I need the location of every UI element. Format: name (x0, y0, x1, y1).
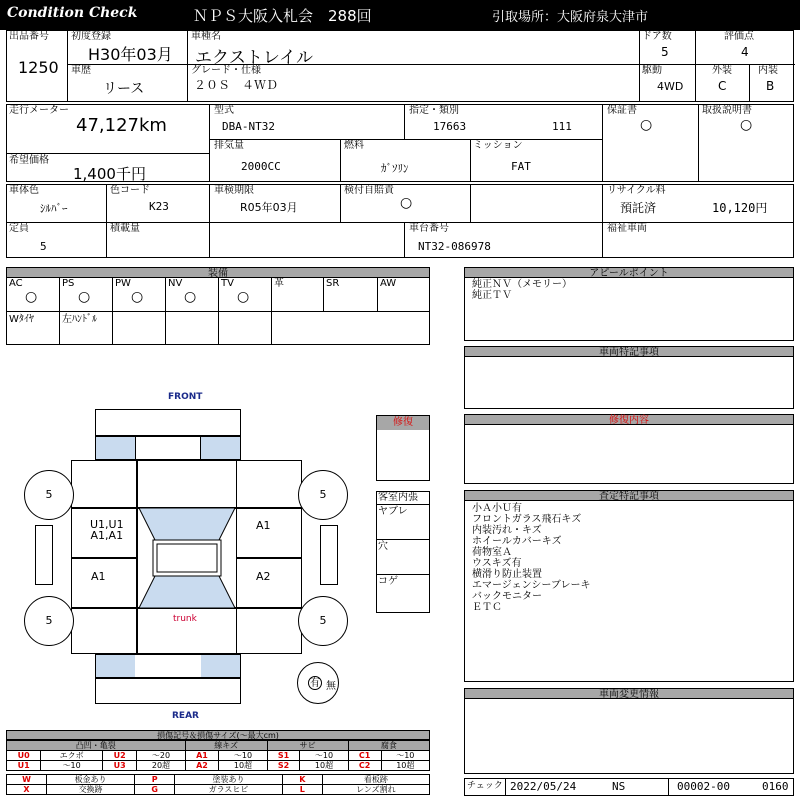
equip-wtire-label: Wﾀｲﾔ (9, 314, 34, 325)
legend-code: P (135, 775, 175, 785)
color-value: ｼﾙﾊﾞｰ (40, 202, 68, 215)
footer-num: 0160 (762, 780, 789, 793)
drive-label: 駆動 (642, 65, 662, 76)
check-date: 2022/05/24 (510, 780, 577, 793)
mark-right-rear-door: A2 (256, 570, 271, 583)
fuel-value: ｶﾞｿﾘﾝ (381, 162, 409, 175)
score-value: 4 (741, 45, 749, 59)
spec-value-1: 17663 (433, 120, 467, 133)
legend-desc: 〜10 (300, 751, 348, 761)
recycle-fee: 10,120円 (712, 201, 768, 215)
right-rear-door (236, 558, 302, 608)
change-info-box (464, 698, 794, 774)
first-reg-label: 初度登録 (71, 31, 111, 42)
equip-aw-label: AW (380, 278, 397, 289)
legend-row-1 (7, 751, 430, 761)
rear-label: REAR (172, 711, 199, 721)
price-value: 1,400千円 (73, 165, 146, 183)
legend-bottom-table (6, 774, 430, 795)
exterior-label: 外装 (712, 65, 732, 76)
fuel-label: 燃料 (344, 140, 364, 151)
legend-code: X (7, 785, 47, 795)
legend-code: A2 (185, 761, 219, 771)
grade-label: グレード・仕様 (191, 65, 261, 76)
right-front-door (236, 508, 302, 558)
recycle-status: 預託済 (620, 201, 657, 215)
model-value: DBA-NT32 (222, 120, 275, 133)
inspection-note-7: 横滑り防止装置 (472, 569, 542, 580)
doors-label: ドア数 (642, 31, 672, 42)
interior-label: 内装 (758, 65, 778, 76)
legend-table (6, 740, 430, 771)
special-notes-title: 車両特記事項 (464, 346, 794, 357)
inspection-note-8: エマージェンシーブレーキ (472, 580, 591, 591)
legend-desc: エクボ (41, 751, 103, 761)
inspection-note-3: 内装汚れ・キズ (472, 525, 542, 536)
interior-value: B (766, 79, 775, 93)
warranty-label: 保証書 (607, 105, 637, 116)
cabin-burn: コゲ (378, 576, 398, 587)
equip-pw-mark: ○ (131, 289, 144, 305)
check-label: チェック (467, 781, 503, 791)
equip-ps-label: PS (62, 278, 75, 289)
equip-ps-mark: ○ (78, 289, 91, 305)
right-front-fender (236, 460, 302, 508)
first-reg-value: H30年03月 (88, 45, 173, 64)
capacity-label: 定員 (9, 223, 29, 234)
lot-number: 1250 (18, 58, 59, 77)
legend-code: C2 (348, 761, 381, 771)
equip-leather-label: 革 (274, 278, 284, 289)
legend-desc: 10超 (381, 761, 429, 771)
tire-front-left: 5 (24, 470, 74, 520)
left-rear-door (71, 558, 137, 608)
equip-lhd-label: 左ﾊﾝﾄﾞﾙ (62, 314, 97, 325)
legend-code: U1 (7, 761, 41, 771)
warranty-mark: ○ (640, 117, 653, 133)
mark-right-front-door: A1 (256, 519, 271, 532)
equip-tv-mark: ○ (237, 289, 250, 305)
legend-bottom-row-1 (7, 775, 430, 785)
legend-code: A1 (185, 751, 219, 761)
inspection-note-1: 小Ａ小Ｕ有 (472, 503, 522, 514)
mission-label: ミッション (473, 140, 523, 151)
equip-ac-label: AC (9, 278, 23, 289)
legend-row-2 (7, 761, 430, 771)
mileage-label: 走行メーター (9, 105, 69, 116)
legend-code: S2 (267, 761, 300, 771)
front-bumper (95, 409, 241, 436)
spare-yes: 有 (310, 678, 320, 689)
legend-desc: 〜10 (219, 751, 267, 761)
tire-front-right: 5 (298, 470, 348, 520)
equip-tv-label: TV (221, 278, 234, 289)
mileage-value: 47,127km (76, 115, 167, 136)
check-ns: NS (612, 780, 626, 793)
equip-nv-label: NV (168, 278, 183, 289)
spec-value-2: 111 (552, 120, 572, 133)
displacement-value: 2000CC (241, 160, 281, 173)
welfare-label: 福祉車両 (607, 223, 647, 234)
equipment-title: 装備 (6, 267, 430, 278)
legend-desc: 〜20 (137, 751, 185, 761)
legend-desc: 20超 (137, 761, 185, 771)
trunk-label: trunk (173, 614, 197, 624)
mark-left-front-door: U1,U1 A1,A1 (90, 518, 124, 542)
inspection-note-10: ＥＴＣ (472, 602, 502, 613)
legend-title: 損傷記号＆損傷サイズ(〜最大cm) (6, 730, 430, 740)
cabin-hole: 穴 (378, 541, 388, 552)
rear-bumper (95, 678, 241, 704)
legend-desc: 〜10 (381, 751, 429, 761)
appeal-title: アピールポイント (464, 267, 794, 278)
load-label: 積載量 (110, 223, 140, 234)
rear-glass (139, 576, 235, 608)
legend-code: C1 (348, 751, 381, 761)
inspection-note-4: ホイールカバーキズ (472, 536, 562, 547)
left-front-fender (71, 460, 137, 508)
chassis-value: NT32-086978 (418, 240, 491, 253)
manual-mark: ○ (740, 117, 753, 133)
legend-header-corrosion: 腐食 (348, 741, 429, 751)
legend-bottom-row-2 (7, 785, 430, 795)
equip-sr-label: SR (326, 278, 340, 289)
insurance-label: 検付自賠責 (344, 185, 394, 196)
front-frame (95, 436, 241, 460)
cabin-tear: ヤブレ (378, 506, 408, 517)
mark-left-rear-door: A1 (91, 570, 106, 583)
legend-code: L (282, 785, 322, 795)
legend-desc: ガラスヒビ (175, 785, 283, 795)
inspection-value: R05年03月 (240, 201, 298, 214)
legend-desc: 〜10 (41, 761, 103, 771)
legend-header-dent: 凸凹・亀裂 (7, 741, 186, 751)
brand-title: Condition Check (7, 5, 138, 21)
score-label: 評価点 (724, 31, 754, 42)
footer-code: 00002-00 (677, 780, 730, 793)
doors-value: 5 (661, 45, 669, 59)
legend-desc: レンズ割れ (322, 785, 429, 795)
legend-header-row (7, 741, 430, 751)
capacity-value: 5 (40, 240, 47, 253)
legend-code: K (282, 775, 322, 785)
equip-nv-mark: ○ (184, 289, 197, 305)
legend-code: S1 (267, 751, 300, 761)
car-name: エクストレイル (195, 48, 313, 68)
hood-center (137, 460, 237, 508)
legend-header-scratch: 線キズ (185, 741, 267, 751)
equip-pw-label: PW (115, 278, 131, 289)
legend-code: U2 (102, 751, 136, 761)
inspection-note-6: ウスキズ有 (472, 558, 522, 569)
change-info-title: 車両変更情報 (464, 688, 794, 699)
color-label: 車体色 (9, 185, 39, 196)
insurance-mark: ○ (400, 195, 413, 211)
inspection-note-2: フロントガラス飛石キズ (472, 514, 582, 525)
legend-desc: 交換跡 (47, 785, 135, 795)
appeal-line-2: 純正ＴＶ (472, 290, 512, 301)
chassis-label: 車台番号 (409, 223, 449, 234)
left-rear-fender (71, 608, 137, 654)
legend-desc: 10超 (300, 761, 348, 771)
equip-ac-mark: ○ (25, 289, 38, 305)
legend-code: U0 (7, 751, 41, 761)
recycle-label: リサイクル料 (607, 185, 666, 196)
rear-frame (95, 654, 241, 678)
appeal-line-1: 純正ＮＶ（メモリー） (472, 279, 572, 290)
displacement-label: 排気量 (214, 140, 244, 151)
right-rear-fender (236, 608, 302, 654)
inspection-note-5: 荷物室Ａ (472, 547, 512, 558)
repair-notes-title: 修復内容 (464, 414, 794, 425)
spare-none: 無 (326, 681, 336, 692)
legend-desc: 看板跡 (322, 775, 429, 785)
color-code-value: K23 (149, 200, 169, 213)
windshield (139, 508, 235, 540)
mission-value: FAT (511, 160, 531, 173)
inspection-note-9: バックモニター (472, 591, 542, 602)
sunroof-outline (153, 540, 221, 576)
tire-rear-left: 5 (24, 596, 74, 646)
model-label: 型式 (214, 105, 234, 116)
car-name-label: 車種名 (191, 31, 221, 42)
color-code-label: 色コード (110, 185, 150, 196)
glass-panels (137, 508, 237, 608)
history-label: 車歴 (71, 65, 91, 76)
drive-value: 4WD (657, 80, 684, 93)
front-label: FRONT (168, 392, 203, 402)
inspection-notes-title: 査定特記事項 (464, 490, 794, 501)
tire-rear-right: 5 (298, 596, 348, 646)
legend-code: G (135, 785, 175, 795)
spec-label: 指定・類別 (409, 105, 459, 116)
legend-code: W (7, 775, 47, 785)
lot-label: 出品番号 (9, 31, 49, 42)
header-bar (0, 0, 800, 30)
legend-desc: 塗装あり (175, 775, 283, 785)
inspection-label: 車検期限 (214, 185, 254, 196)
manual-label: 取扱説明書 (702, 105, 752, 116)
legend-desc: 板金あり (47, 775, 135, 785)
legend-desc: 10超 (219, 761, 267, 771)
exterior-value: C (718, 79, 727, 93)
history-value: リース (103, 81, 145, 97)
auction-title: ＮＰＳ大阪入札会 288回 (193, 7, 372, 25)
pickup-location: 引取場所：大阪府泉大津市 (492, 10, 649, 25)
price-label: 希望価格 (9, 155, 49, 166)
right-mirror (320, 525, 338, 585)
legend-code: U3 (102, 761, 136, 771)
cabin-title: 客室内張 (378, 492, 418, 503)
left-mirror (35, 525, 53, 585)
grade-value: ２０Ｓ ４ＷＤ (194, 78, 279, 92)
repair-title: 修復 (377, 416, 429, 430)
repair-notes-box (464, 424, 794, 484)
legend-header-rust: サビ (267, 741, 348, 751)
special-notes-box (464, 356, 794, 409)
